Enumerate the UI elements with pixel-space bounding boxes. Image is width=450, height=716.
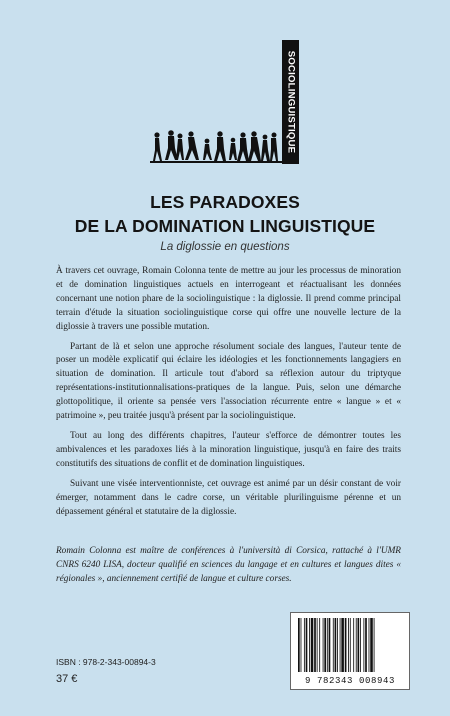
barcode	[290, 612, 410, 690]
price: 37 €	[56, 673, 78, 685]
ground-line	[150, 161, 282, 163]
series-logo	[282, 40, 299, 164]
blurb-paragraph: Partant de là et selon une approche résolument sociale des langues, l'auteur tente de poser un modèle explicatif qui éclaire les idéologies et les fonctionnements langagiers en situation de domination. Il articule tout d'abord sa réflexion autour du triptyque représentations-institutionnalisations-pratiques de la langue. Puis, selon une démarche glottopolitique, il oriente sa pensée vers l'association récurrente entre « langue » et « patrimoine », peu traitée jusqu'à présent par la sociolinguistique.	[56, 341, 401, 422]
book-subtitle: La diglossie en questions	[160, 241, 290, 253]
book-title-line-1: LES PARADOXES	[150, 192, 300, 212]
blurb-paragraph: À travers cet ouvrage, Romain Colonna tente de mettre au jour les processus de minoration et de domination linguistiques actuels en interrogeant et réactualisant les données concernant une notion phare de la sociolinguistique : la diglossie. Il prend comme principal terrain d'étude la situation sociolinguistique corse qui offre une nouvelle lecture de la diglossie à travers une possible mutation.	[56, 266, 401, 332]
series-logo-text: SOCIOLINGUISTIQUE	[285, 50, 296, 154]
blurb-paragraph: Suivant une visée interventionniste, cet ouvrage est animé par un désir constant de voir émerger, notamment dans le cadre corse, un véritable plurilinguisme pérenne et un dépassement général et statutaire de la diglossie.	[56, 478, 401, 517]
barcode-bars-image	[297, 618, 403, 672]
book-title-line-2: DE LA DOMINATION LINGUISTIQUE	[74, 216, 376, 236]
blurb-text	[56, 265, 401, 525]
author-bio: Romain Colonna est maître de conférences à l'università di Corsica, rattaché à l'UMR CNRS 6240 LISA, docteur qualifié en sciences du langage et en cultures et langues dites « régionales », anciennement certifié de langue et culture corses.	[56, 546, 401, 584]
isbn: ISBN : 978-2-343-00894-3	[56, 657, 156, 667]
walking-people-silhouettes-image	[150, 126, 280, 162]
blurb-paragraph: Tout au long des différents chapitres, l'auteur s'efforce de démontrer toutes les ambivalences et les paradoxes liés à la minoration linguistique, jusqu'à en faire des traits constitutifs des situations de conflit et de domination linguistiques.	[56, 430, 401, 469]
barcode-number: 9 782343 008943	[304, 676, 395, 686]
